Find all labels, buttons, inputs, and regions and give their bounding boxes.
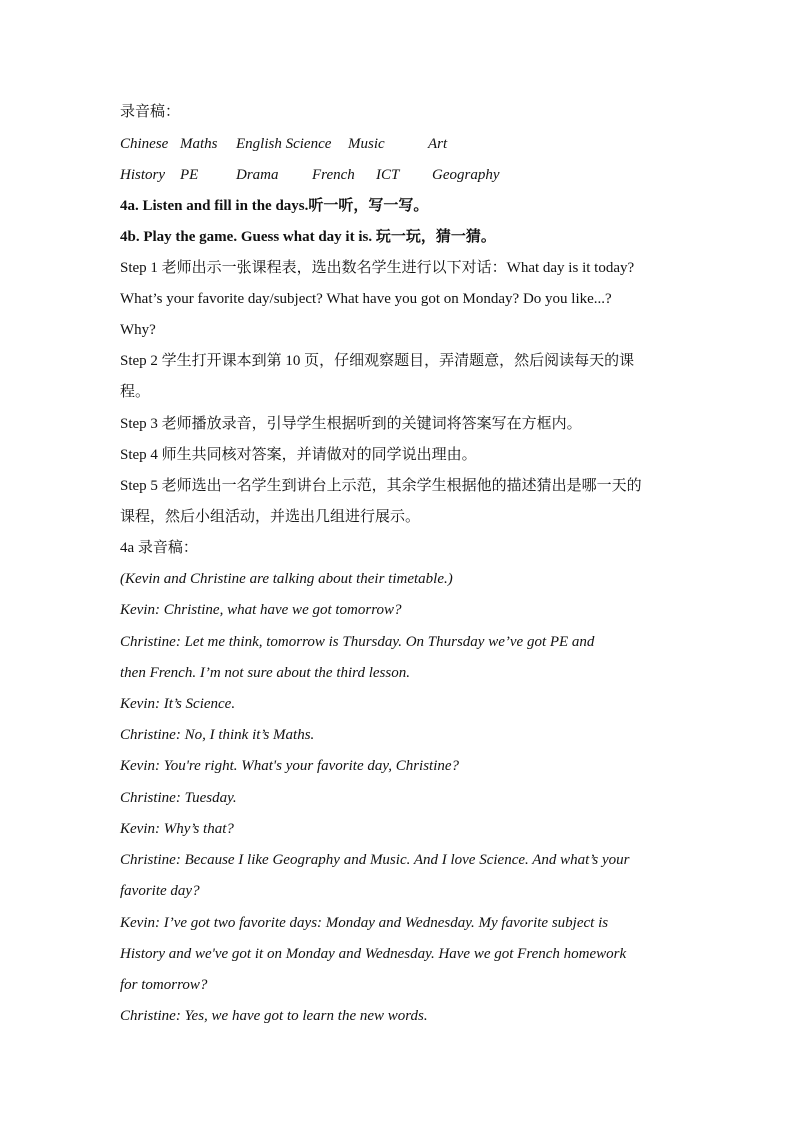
step-line: Step 2 学生打开课本到第 10 页，仔细观察题目，弄清题意，然后阅读每天的课 <box>120 353 635 369</box>
word-english-science: English Science <box>236 136 332 152</box>
word-geography: Geography <box>432 167 500 183</box>
dialogue-line: then French. I’m not sure about the third lesson. <box>120 665 410 681</box>
script-4a-heading: 4a 录音稿： <box>120 540 198 556</box>
dialogue-line: (Kevin and Christine are talking about their timetable.) <box>120 571 453 587</box>
dialogue-line: Kevin: Why’s that? <box>120 821 234 837</box>
task-4b-heading: 4b. Play the game. Guess what day it is. 玩一玩，猜一猜。 <box>120 229 496 245</box>
step-line: 程。 <box>120 384 151 400</box>
script-heading: 录音稿： <box>120 104 181 120</box>
word-chinese: Chinese <box>120 136 169 152</box>
task-4a-heading: 4a. Listen and fill in the days.听一听，写一写。 <box>120 198 429 214</box>
dialogue-line: Kevin: You're right. What's your favorite day, Christine? <box>120 758 460 774</box>
step-line: Step 1 老师出示一张课程表，选出数名学生进行以下对话：What day is it today? <box>120 260 635 276</box>
dialogue-line: for tomorrow? <box>120 977 208 993</box>
dialogue-line: Christine: No, I think it’s Maths. <box>120 727 315 743</box>
step-line: Step 3 老师播放录音，引导学生根据听到的关键词将答案写在方框内。 <box>120 416 582 432</box>
dialogue-line: Christine: Let me think, tomorrow is Thursday. On Thursday we’ve got PE and <box>120 634 595 650</box>
dialogue-line: Kevin: It’s Science. <box>120 696 236 712</box>
dialogue-line: Christine: Because I like Geography and Music. And I love Science. And what’s your <box>120 852 630 868</box>
dialogue-line: favorite day? <box>120 883 200 899</box>
word-ict: ICT <box>376 167 400 183</box>
word-art: Art <box>428 136 448 152</box>
dialogue-line: History and we've got it on Monday and Wednesday. Have we got French homework <box>120 946 627 962</box>
word-drama: Drama <box>236 167 279 183</box>
step-line: Step 4 师生共同核对答案，并请做对的同学说出理由。 <box>120 447 477 463</box>
word-french: French <box>312 167 355 183</box>
word-pe: PE <box>180 167 199 183</box>
word-music: Music <box>348 136 385 152</box>
dialogue-line: Kevin: Christine, what have we got tomorrow? <box>120 602 402 618</box>
dialogue-line: Kevin: I’ve got two favorite days: Monday and Wednesday. My favorite subject is <box>120 915 609 931</box>
subject-words-row-1 <box>120 134 540 154</box>
step-line: Why? <box>120 322 156 338</box>
subject-words-row-2 <box>120 165 540 185</box>
word-maths: Maths <box>180 136 218 152</box>
step-line: What’s your favorite day/subject? What have you got on Monday? Do you like...? <box>120 291 612 307</box>
dialogue-line: Christine: Tuesday. <box>120 790 237 806</box>
word-history: History <box>120 167 165 183</box>
dialogue-line: Christine: Yes, we have got to learn the new words. <box>120 1008 428 1024</box>
step-line: 课程，然后小组活动，并选出几组进行展示。 <box>120 509 421 525</box>
step-line: Step 5 老师选出一名学生到讲台上示范，其余学生根据他的描述猜出是哪一天的 <box>120 478 642 494</box>
